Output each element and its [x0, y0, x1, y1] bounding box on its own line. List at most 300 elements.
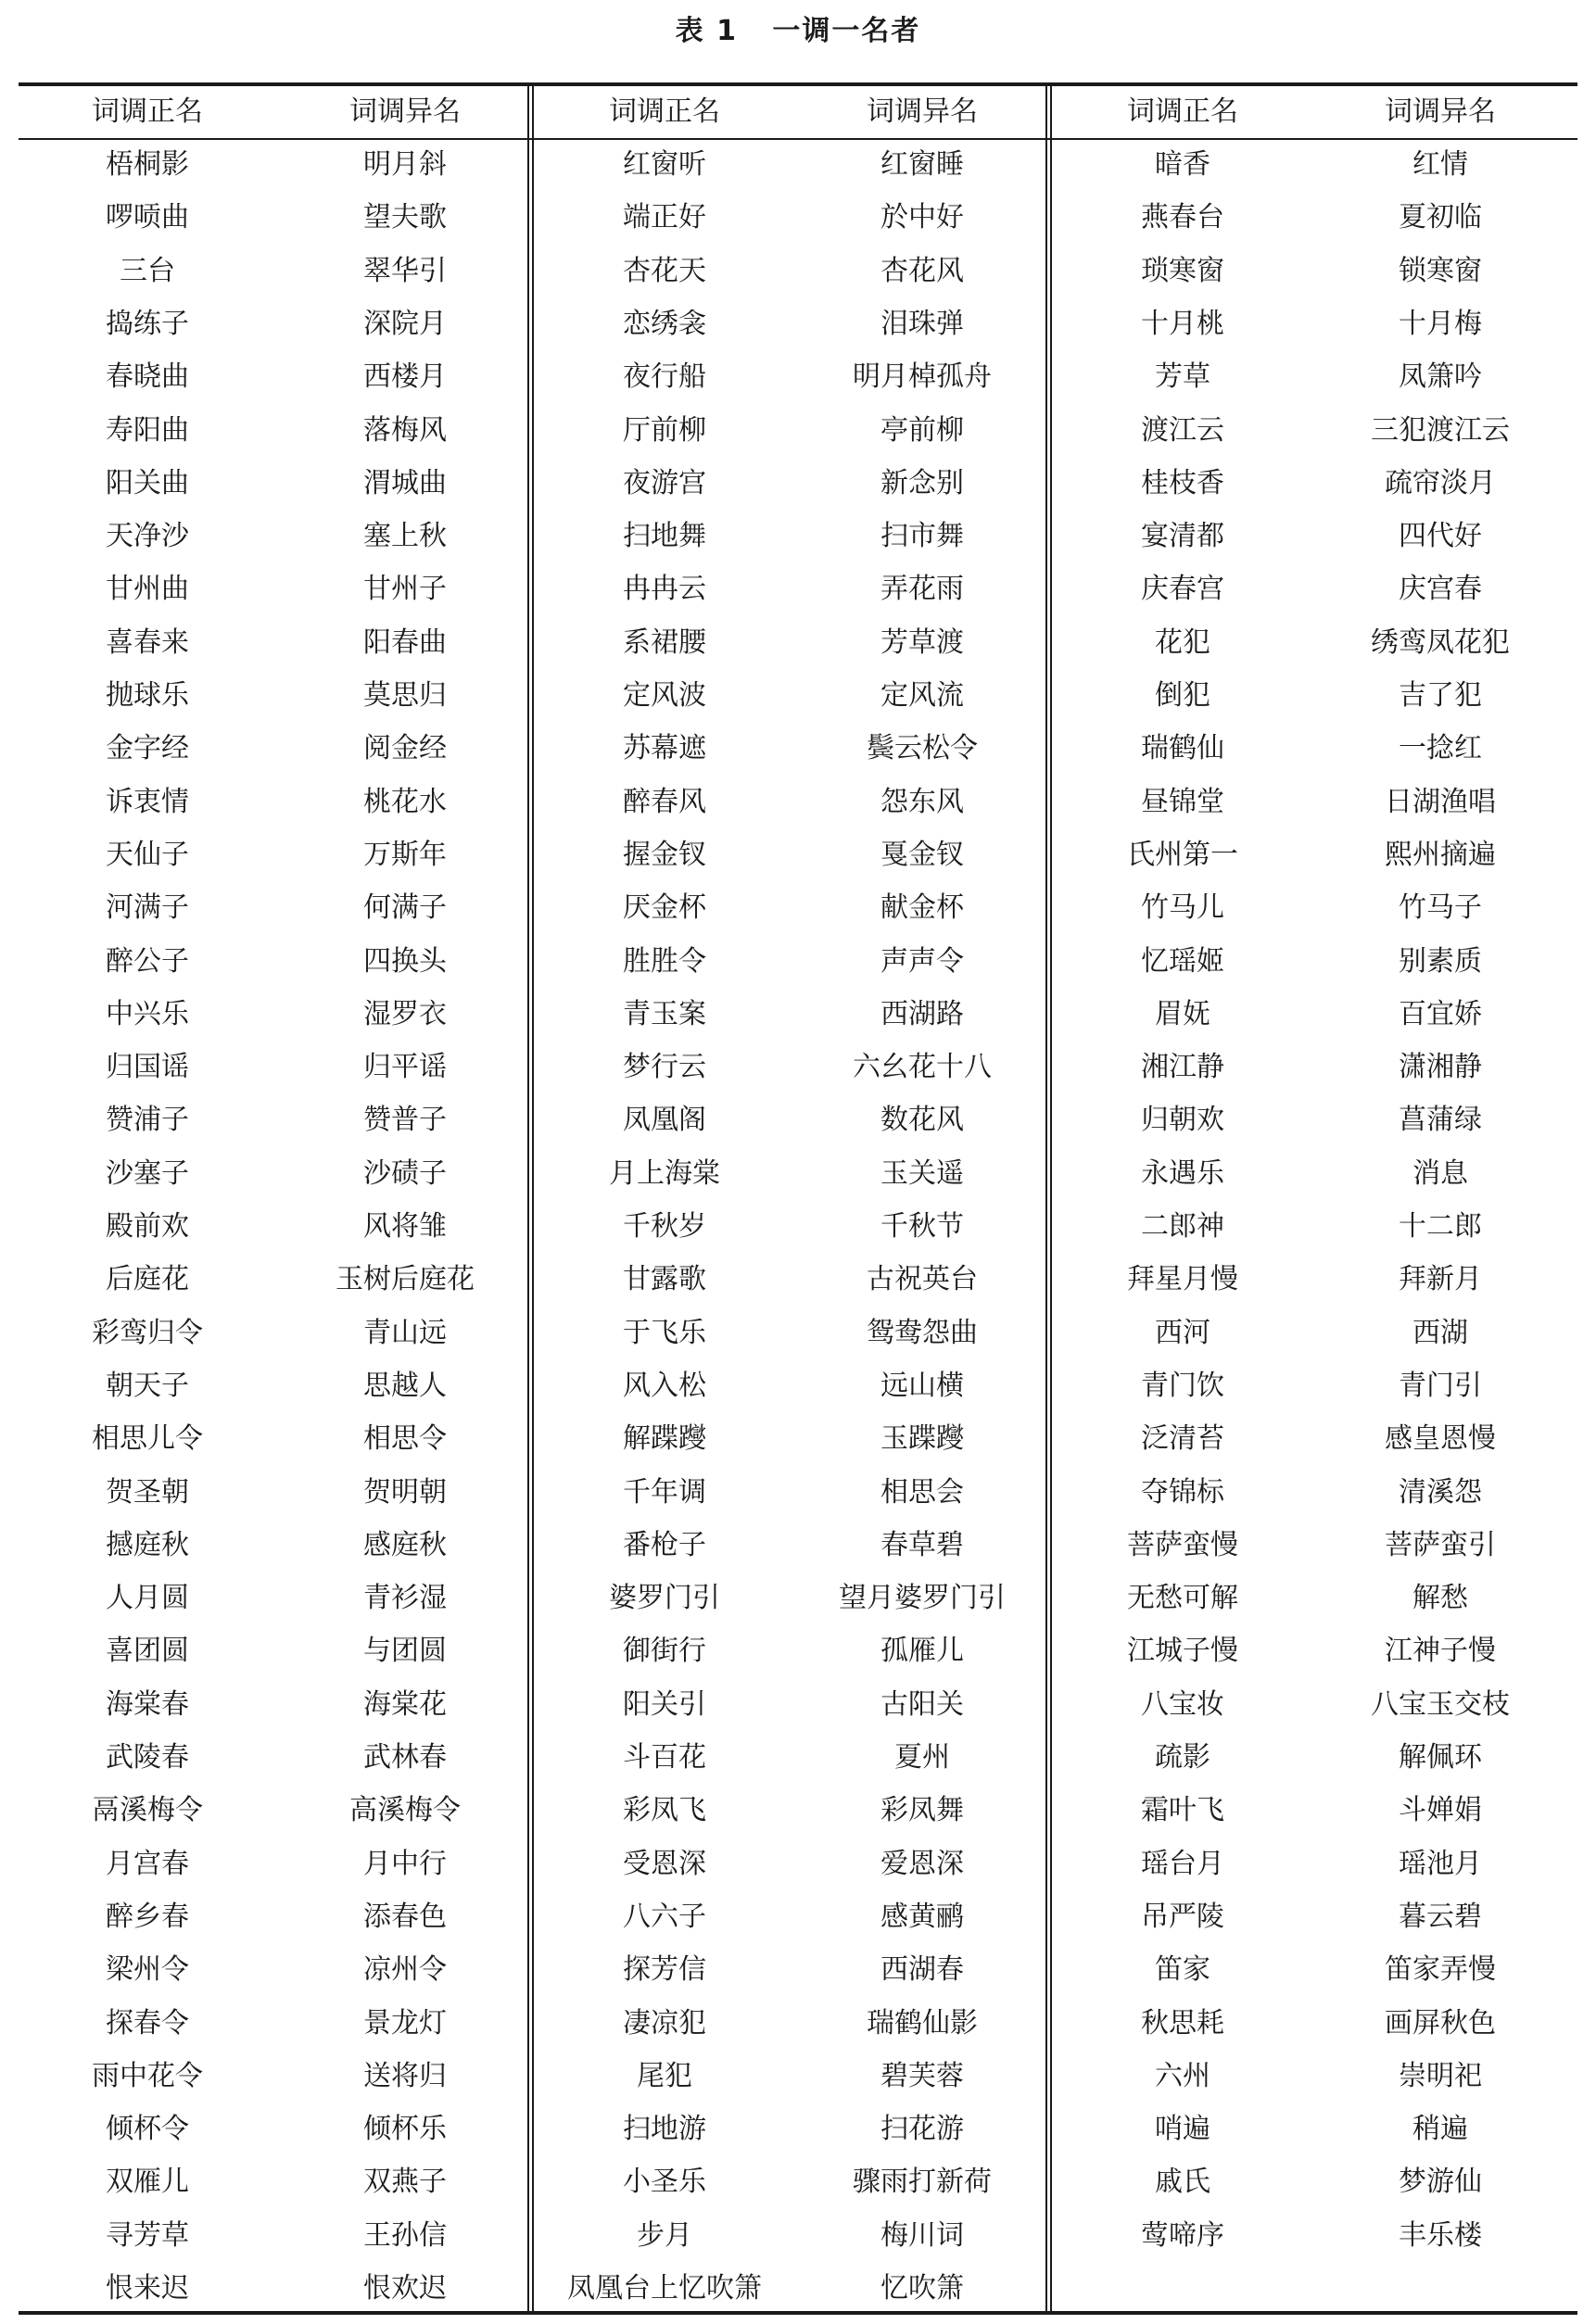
- official-name-cell: 抛球乐: [106, 679, 189, 712]
- table-row: [1054, 457, 1569, 510]
- table-row: [536, 1572, 1051, 1624]
- official-name-cell: 寿阳曲: [106, 413, 189, 447]
- alternate-name-cell: 桃花水: [363, 785, 447, 818]
- alternate-name-cell: 感庭秋: [363, 1528, 447, 1561]
- table-row: [19, 988, 534, 1041]
- official-name-cell: 戚氏: [1155, 2166, 1210, 2199]
- official-name-cell: 庆春宫: [1141, 573, 1224, 606]
- table-row: [536, 1200, 1051, 1253]
- table-row: [19, 2050, 534, 2103]
- official-name-cell: 诉衷情: [106, 785, 189, 818]
- alternate-name-cell: 倾杯乐: [363, 2113, 447, 2146]
- alternate-name-cell: 熙州摘遍: [1385, 838, 1496, 871]
- alternate-name-cell: 新念别: [880, 466, 964, 499]
- table-row: [536, 1678, 1051, 1731]
- alternate-name-cell: 暮云碧: [1399, 1900, 1482, 1933]
- table-row: [19, 2209, 534, 2262]
- official-name-cell: 双雁儿: [106, 2166, 189, 2199]
- alternate-name-cell: 落梅风: [363, 413, 447, 447]
- official-name-cell: 寻芳草: [106, 2218, 189, 2252]
- official-name-cell: 扫地舞: [623, 520, 706, 553]
- alternate-name-cell: 丰乐楼: [1399, 2218, 1482, 2252]
- alternate-name-cell: 菖蒲绿: [1399, 1104, 1482, 1137]
- alternate-name-cell: 梅川词: [880, 2218, 964, 2252]
- alternate-name-cell: 忆吹箫: [880, 2272, 964, 2305]
- table-row: [536, 1731, 1051, 1784]
- table-row: [1054, 1624, 1569, 1677]
- official-name-cell: 夜行船: [623, 360, 706, 394]
- official-name-cell: 沙塞子: [106, 1156, 189, 1190]
- table-row: [1054, 669, 1569, 722]
- official-name-cell: 风入松: [623, 1369, 706, 1402]
- table-row: [1054, 1731, 1569, 1784]
- official-name-cell: 斗百花: [623, 1741, 706, 1774]
- alternate-name-cell: 湿罗衣: [363, 997, 447, 1030]
- alternate-name-cell: 十月梅: [1399, 307, 1482, 340]
- alternate-name-cell: 春草碧: [880, 1528, 964, 1561]
- table-row: [1054, 1997, 1569, 2050]
- table-row: [1054, 1359, 1569, 1412]
- official-name-cell: 梦行云: [623, 1051, 706, 1084]
- official-name-cell: 于飞乐: [623, 1316, 706, 1349]
- official-name-cell: 八宝妆: [1141, 1687, 1224, 1721]
- alternate-name-cell: 扫花游: [880, 2113, 964, 2146]
- alternate-name-cell: 何满子: [363, 891, 447, 925]
- alternate-name-cell: 怨东风: [880, 785, 964, 818]
- alternate-name-cell: 古祝英台: [867, 1263, 978, 1296]
- alternate-name-cell: 阅金经: [363, 732, 447, 765]
- official-name-cell: 探芳信: [623, 1953, 706, 1987]
- table-row: [19, 1093, 534, 1146]
- table-row: [1054, 828, 1569, 881]
- official-name-cell: 三台: [120, 254, 175, 287]
- official-name-cell: 燕春台: [1141, 201, 1224, 234]
- official-name-cell: 握金钗: [623, 838, 706, 871]
- alternate-name-cell: 送将归: [363, 2059, 447, 2092]
- table-row: [19, 1838, 534, 1890]
- header-official-name: 词调正名: [609, 95, 720, 128]
- official-name-cell: 杏花天: [623, 254, 706, 287]
- alternate-name-cell: 解佩环: [1399, 1741, 1482, 1774]
- official-name-cell: 夺锦标: [1141, 1475, 1224, 1509]
- alternate-name-cell: 红情: [1412, 148, 1468, 181]
- table-row: [19, 1731, 534, 1784]
- official-name-cell: 拜星月慢: [1127, 1263, 1238, 1296]
- table-row: [19, 138, 534, 191]
- table-row: [536, 562, 1051, 615]
- table-row: [1054, 562, 1569, 615]
- official-name-cell: 哨遍: [1155, 2113, 1210, 2146]
- official-name-cell: 醉乡春: [106, 1900, 189, 1933]
- official-name-cell: 六州: [1155, 2059, 1210, 2092]
- table-row: [19, 510, 534, 562]
- alternate-name-cell: 於中好: [880, 201, 964, 234]
- alternate-name-cell: 解愁: [1412, 1582, 1468, 1615]
- official-name-cell: 武陵春: [106, 1741, 189, 1774]
- alternate-name-cell: 八宝玉交枝: [1371, 1687, 1510, 1721]
- official-name-cell: 氏州第一: [1127, 838, 1238, 871]
- table-row: [536, 1253, 1051, 1306]
- table-row: [19, 191, 534, 244]
- alternate-name-cell: 扫市舞: [880, 520, 964, 553]
- alternate-name-cell: 日湖渔唱: [1385, 785, 1496, 818]
- official-name-cell: 泛清苔: [1141, 1422, 1224, 1456]
- official-name-cell: 笛家: [1155, 1953, 1210, 1987]
- official-name-cell: 相思儿令: [92, 1422, 203, 1456]
- table-row: [536, 2103, 1051, 2155]
- table-row: [536, 1093, 1051, 1146]
- table-row: [19, 1147, 534, 1200]
- official-name-cell: 倾杯令: [106, 2113, 189, 2146]
- alternate-name-cell: 西楼月: [363, 360, 447, 394]
- table-row: [19, 1519, 534, 1572]
- table-row: [1054, 1572, 1569, 1624]
- table-row: [19, 2155, 534, 2208]
- alternate-name-cell: 芳草渡: [880, 625, 964, 659]
- table-row: [19, 1678, 534, 1731]
- alternate-name-cell: 戛金钗: [880, 838, 964, 871]
- alternate-name-cell: 万斯年: [363, 838, 447, 871]
- alternate-name-cell: 爱恩深: [880, 1847, 964, 1880]
- alternate-name-cell: 画屏秋色: [1385, 2006, 1496, 2040]
- official-name-cell: 琐寒窗: [1141, 254, 1224, 287]
- table-row: [536, 2155, 1051, 2208]
- official-name-cell: 二郎神: [1141, 1210, 1224, 1243]
- alternate-name-cell: 青门引: [1399, 1369, 1482, 1402]
- table-row: [536, 616, 1051, 669]
- table-row: [536, 1359, 1051, 1412]
- alternate-name-cell: 泪珠弹: [880, 307, 964, 340]
- official-name-cell: 金字经: [106, 732, 189, 765]
- table-row: [19, 828, 534, 881]
- alternate-name-cell: 远山横: [880, 1369, 964, 1402]
- alternate-name-cell: 绣鸾凤花犯: [1371, 625, 1510, 659]
- official-name-cell: 青门饮: [1141, 1369, 1224, 1402]
- table-row: [1054, 1307, 1569, 1359]
- table-row: [19, 1041, 534, 1093]
- official-name-cell: 暗香: [1155, 148, 1210, 181]
- alternate-name-cell: 三犯渡江云: [1371, 413, 1510, 447]
- table-row: [1054, 616, 1569, 669]
- table-row: [19, 776, 534, 828]
- official-name-cell: 番枪子: [623, 1528, 706, 1561]
- alternate-name-cell: 海棠花: [363, 1687, 447, 1721]
- header-official-name: 词调正名: [92, 95, 203, 128]
- table-row: [19, 1466, 534, 1519]
- table-row: [1054, 1041, 1569, 1093]
- official-name-cell: 八六子: [623, 1900, 706, 1933]
- official-name-cell: 雨中花令: [92, 2059, 203, 2092]
- alternate-name-cell: 高溪梅令: [349, 1794, 461, 1827]
- official-name-cell: 端正好: [623, 201, 706, 234]
- table-row: [1054, 1838, 1569, 1890]
- table-row: [1054, 1412, 1569, 1465]
- table-row: [19, 1997, 534, 2050]
- table-row: [19, 1572, 534, 1624]
- alternate-name-cell: 塞上秋: [363, 520, 447, 553]
- table-row: [536, 1784, 1051, 1837]
- official-name-cell: 撼庭秋: [106, 1528, 189, 1561]
- official-name-cell: 醉春风: [623, 785, 706, 818]
- official-name-cell: 探春令: [106, 2006, 189, 2040]
- alternate-name-cell: 赞普子: [363, 1104, 447, 1137]
- alternate-name-cell: 拜新月: [1399, 1263, 1482, 1296]
- table-row: [536, 1519, 1051, 1572]
- alternate-name-cell: 笛家弄慢: [1385, 1953, 1496, 1987]
- table-row: [1054, 510, 1569, 562]
- table-row: [1054, 2155, 1569, 2208]
- alternate-name-cell: 相思令: [363, 1422, 447, 1456]
- official-name-cell: 莺啼序: [1141, 2218, 1224, 2252]
- official-name-cell: 花犯: [1155, 625, 1210, 659]
- table-row: [19, 935, 534, 988]
- table-row: [1054, 404, 1569, 457]
- alternate-name-cell: 西湖春: [880, 1953, 964, 1987]
- official-name-cell: 冉冉云: [623, 573, 706, 606]
- alternate-name-cell: 杏花风: [880, 254, 964, 287]
- official-name-cell: 春晓曲: [106, 360, 189, 394]
- alternate-name-cell: 清溪怨: [1399, 1475, 1482, 1509]
- table-row: [536, 1041, 1051, 1093]
- official-name-cell: 定风波: [623, 679, 706, 712]
- alternate-name-cell: 潇湘静: [1399, 1051, 1482, 1084]
- official-name-cell: 瑶台月: [1141, 1847, 1224, 1880]
- official-name-cell: 疏影: [1155, 1741, 1210, 1774]
- table-row: [536, 297, 1051, 350]
- table-row: [19, 2103, 534, 2155]
- official-name-cell: 甘露歌: [623, 1263, 706, 1296]
- table-row: [536, 1147, 1051, 1200]
- official-name-cell: 贺圣朝: [106, 1475, 189, 1509]
- official-name-cell: 青玉案: [623, 997, 706, 1030]
- alternate-name-cell: 明月棹孤舟: [853, 360, 992, 394]
- alternate-name-cell: 崇明祀: [1399, 2059, 1482, 2092]
- table-row: [536, 245, 1051, 297]
- table-row: [536, 2262, 1051, 2315]
- official-name-cell: 宴清都: [1141, 520, 1224, 553]
- official-name-cell: 千年调: [623, 1475, 706, 1509]
- official-name-cell: 月宫春: [106, 1847, 189, 1880]
- table-row: [19, 1307, 534, 1359]
- official-name-cell: 芳草: [1155, 360, 1210, 394]
- table-row: [536, 1412, 1051, 1465]
- official-name-cell: 夜游宫: [623, 466, 706, 499]
- official-name-cell: 赞浦子: [106, 1104, 189, 1137]
- alternate-name-cell: 定风流: [880, 679, 964, 712]
- table-title: 表 1 一调一名者: [675, 15, 921, 47]
- alternate-name-cell: 玉树后庭花: [336, 1263, 475, 1296]
- official-name-cell: 小圣乐: [623, 2166, 706, 2199]
- official-name-cell: 凄凉犯: [623, 2006, 706, 2040]
- alternate-name-cell: 西湖路: [880, 997, 964, 1030]
- header-alternate-name: 词调异名: [349, 95, 461, 128]
- alternate-name-cell: 夏州: [894, 1741, 950, 1774]
- official-name-cell: 阳关引: [623, 1687, 706, 1721]
- alternate-name-cell: 数花风: [880, 1104, 964, 1137]
- official-name-cell: 红窗听: [623, 148, 706, 181]
- official-name-cell: 湘江静: [1141, 1051, 1224, 1084]
- official-name-cell: 菩萨蛮慢: [1127, 1528, 1238, 1561]
- official-name-cell: 喜团圆: [106, 1635, 189, 1668]
- alternate-name-cell: 竹马子: [1399, 891, 1482, 925]
- official-name-cell: 吊严陵: [1141, 1900, 1224, 1933]
- table-row: [536, 669, 1051, 722]
- table-row: [536, 350, 1051, 403]
- alternate-name-cell: 彩凤舞: [880, 1794, 964, 1827]
- alternate-name-cell: 鬓云松令: [867, 732, 978, 765]
- table-row: [1054, 988, 1569, 1041]
- alternate-name-cell: 四代好: [1399, 520, 1482, 553]
- official-name-cell: 梁州令: [106, 1953, 189, 1987]
- table-row: [19, 1412, 534, 1465]
- table-row: [536, 1307, 1051, 1359]
- alternate-name-cell: 相思会: [880, 1475, 964, 1509]
- table-row: [1054, 1678, 1569, 1731]
- official-name-cell: 婆罗门引: [609, 1582, 720, 1615]
- header-alternate-name: 词调异名: [867, 95, 978, 128]
- official-name-cell: 西河: [1155, 1316, 1210, 1349]
- alternate-name-cell: 玉蹀躞: [880, 1422, 964, 1456]
- alternate-name-cell: 青衫湿: [363, 1582, 447, 1615]
- official-name-cell: 捣练子: [106, 307, 189, 340]
- alternate-name-cell: 四换头: [363, 944, 447, 978]
- table-row: [1054, 245, 1569, 297]
- official-name-cell: 厌金杯: [623, 891, 706, 925]
- alternate-name-cell: 声声令: [880, 944, 964, 978]
- alternate-name-cell: 红窗睡: [880, 148, 964, 181]
- alternate-name-cell: 甘州子: [363, 573, 447, 606]
- official-name-cell: 鬲溪梅令: [92, 1794, 203, 1827]
- table-row: [19, 297, 534, 350]
- table-row: [1054, 2103, 1569, 2155]
- table-block: [536, 86, 1051, 2311]
- alternate-name-cell: 沙碛子: [363, 1156, 447, 1190]
- alternate-name-cell: 六幺花十八: [853, 1051, 992, 1084]
- official-name-cell: 霜叶飞: [1141, 1794, 1224, 1827]
- official-name-cell: 天净沙: [106, 520, 189, 553]
- alternate-name-cell: 明月斜: [363, 148, 447, 181]
- alternate-name-cell: 玉关遥: [880, 1156, 964, 1190]
- official-name-cell: 竹马儿: [1141, 891, 1224, 925]
- alternate-name-cell: 江神子慢: [1385, 1635, 1496, 1668]
- alternate-name-cell: 斗婵娟: [1399, 1794, 1482, 1827]
- table-row: [19, 1359, 534, 1412]
- official-name-cell: 人月圆: [106, 1582, 189, 1615]
- table-row: [536, 2209, 1051, 2262]
- alternate-name-cell: 深院月: [363, 307, 447, 340]
- official-name-cell: 喜春来: [106, 625, 189, 659]
- official-name-cell: 十月桃: [1141, 307, 1224, 340]
- official-name-cell: 彩鸾归令: [92, 1316, 203, 1349]
- table-row: [1054, 1890, 1569, 1943]
- official-name-cell: 恋绣衾: [623, 307, 706, 340]
- alternate-name-cell: 古阳关: [880, 1687, 964, 1721]
- table-block: [1054, 86, 1569, 2311]
- alternate-name-cell: 感皇恩慢: [1385, 1422, 1496, 1456]
- alternate-name-cell: 恨欢迟: [363, 2272, 447, 2305]
- alternate-name-cell: 与团圆: [363, 1635, 447, 1668]
- official-name-cell: 梧桐影: [106, 148, 189, 181]
- official-name-cell: 月上海棠: [609, 1156, 720, 1190]
- table-row: [19, 245, 534, 297]
- official-name-cell: 千秋岁: [623, 1210, 706, 1243]
- alternate-name-cell: 梦游仙: [1399, 2166, 1482, 2199]
- table-row: [19, 1624, 534, 1677]
- table-row: [1054, 1147, 1569, 1200]
- table-row: [1054, 1093, 1569, 1146]
- table-row: [536, 1997, 1051, 2050]
- alternate-name-cell: 西湖: [1412, 1316, 1468, 1349]
- alternate-name-cell: 锁寒窗: [1399, 254, 1482, 287]
- official-name-cell: 系裙腰: [623, 625, 706, 659]
- alternate-name-cell: 莫思归: [363, 679, 447, 712]
- table-row: [536, 404, 1051, 457]
- table-row: [536, 510, 1051, 562]
- alternate-name-cell: 疏帘淡月: [1385, 466, 1496, 499]
- table-row: [19, 1200, 534, 1253]
- table-row: [1054, 297, 1569, 350]
- table-row: [1054, 1200, 1569, 1253]
- alternate-name-cell: 菩萨蛮引: [1385, 1528, 1496, 1561]
- official-name-cell: 永遇乐: [1141, 1156, 1224, 1190]
- official-name-cell: 河满子: [106, 891, 189, 925]
- alternate-name-cell: 月中行: [363, 1847, 447, 1880]
- alternate-name-cell: 凤箫吟: [1399, 360, 1482, 394]
- official-name-cell: 忆瑶姬: [1141, 944, 1224, 978]
- table-row: [536, 776, 1051, 828]
- table-row: [1054, 1784, 1569, 1837]
- official-name-cell: 阳关曲: [106, 466, 189, 499]
- official-name-cell: 啰唝曲: [106, 201, 189, 234]
- alternate-name-cell: 瑞鹤仙影: [867, 2006, 978, 2040]
- table-row: [1054, 776, 1569, 828]
- table-row: [536, 881, 1051, 934]
- alternate-name-cell: 献金杯: [880, 891, 964, 925]
- alternate-name-cell: 青山远: [363, 1316, 447, 1349]
- official-name-cell: 后庭花: [106, 1263, 189, 1296]
- header-official-name: 词调正名: [1127, 95, 1238, 128]
- alternate-name-cell: 稍遍: [1412, 2113, 1468, 2146]
- alternate-name-cell: 王孙信: [363, 2218, 447, 2252]
- table-row: [1054, 138, 1569, 191]
- alternate-name-cell: 景龙灯: [363, 2006, 447, 2040]
- alternate-name-cell: 消息: [1412, 1156, 1468, 1190]
- table-row: [536, 988, 1051, 1041]
- alternate-name-cell: 弄花雨: [880, 573, 964, 606]
- table-row: [19, 722, 534, 775]
- table-row: [1054, 722, 1569, 775]
- official-name-cell: 步月: [637, 2218, 692, 2252]
- alternate-name-cell: 亭前柳: [880, 413, 964, 447]
- alternate-name-cell: 百宜娇: [1399, 997, 1482, 1030]
- table-row: [1054, 350, 1569, 403]
- alternate-name-cell: 添春色: [363, 1900, 447, 1933]
- alternate-name-cell: 孤雁儿: [880, 1635, 964, 1668]
- official-name-cell: 海棠春: [106, 1687, 189, 1721]
- alternate-name-cell: 阳春曲: [363, 625, 447, 659]
- official-name-cell: 朝天子: [106, 1369, 189, 1402]
- official-name-cell: 厅前柳: [623, 413, 706, 447]
- alternate-name-cell: 瑶池月: [1399, 1847, 1482, 1880]
- alternate-name-cell: 归平谣: [363, 1051, 447, 1084]
- alternate-name-cell: 渭城曲: [363, 466, 447, 499]
- official-name-cell: 倒犯: [1155, 679, 1210, 712]
- official-name-cell: 凤凰台上忆吹箫: [567, 2272, 762, 2305]
- official-name-cell: 昼锦堂: [1141, 785, 1224, 818]
- table-row: [536, 191, 1051, 244]
- table-row: [536, 2050, 1051, 2103]
- table-row: [1054, 935, 1569, 988]
